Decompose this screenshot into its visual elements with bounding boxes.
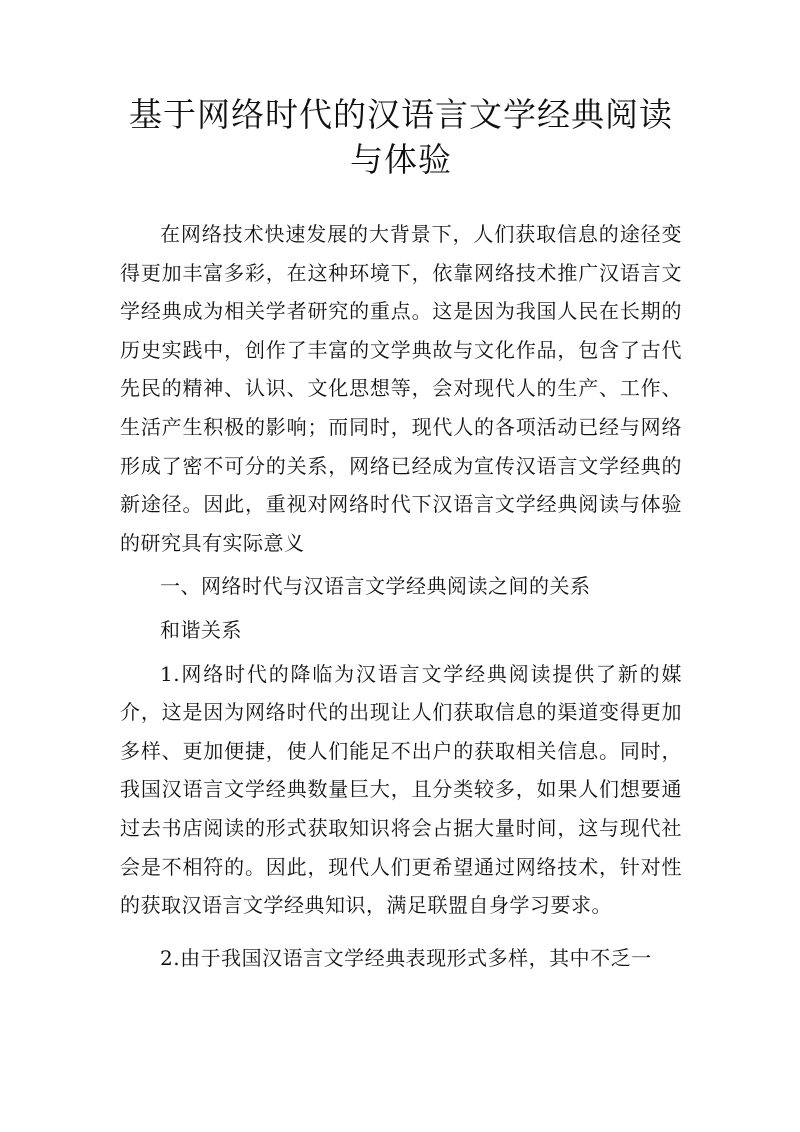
section-heading: 一、网络时代与汉语言文学经典阅读之间的关系 [160,574,591,599]
paragraph-point-2: 2.由于我国汉语言文学经典表现形式多样，其中不乏一 [160,945,652,970]
document-title: 基于网络时代的汉语言文学经典阅读与体验 [129,95,673,179]
paragraph-intro: 在网络技术快速发展的大背景下，人们获取信息的途径变得更加丰富多彩，在这种环境下，依靠网络技术推广汉语言文学经典成为相关学者研究的重点。这是因为我国人民在长期的历史实践中，创作了丰富的文学典故与文化作品，包含了古代先民的精神、认识、文化思想等，会对现代人的生产、工作、生活产生积极的影响；而同时，现代人的各项活动已经与网络形成了密不可分的关系，网络已经成为宣传汉语言文学经典的新途径。因此，重视对网络时代下汉语言文学经典阅读与体验的研究具有实际意义 [120,222,682,555]
subsection-heading: 和谐关系 [160,617,242,642]
paragraph-point-1: 1.网络时代的降临为汉语言文学经典阅读提供了新的媒介，这是因为网络时代的出现让人们获取信息的渠道变得更加多样、更加便捷，使人们能足不出户的获取相关信息。同时，我国汉语言文学经典数量巨大，且分类较多，如果人们想要通过去书店阅读的形式获取知识将会占据大量时间，这与现代社会是不相符的。因此，现代人们更希望通过网络技术，针对性的获取汉语言文学经典知识，满足联盟自身学习要求。 [120,661,682,918]
document-body [120,215,682,977]
